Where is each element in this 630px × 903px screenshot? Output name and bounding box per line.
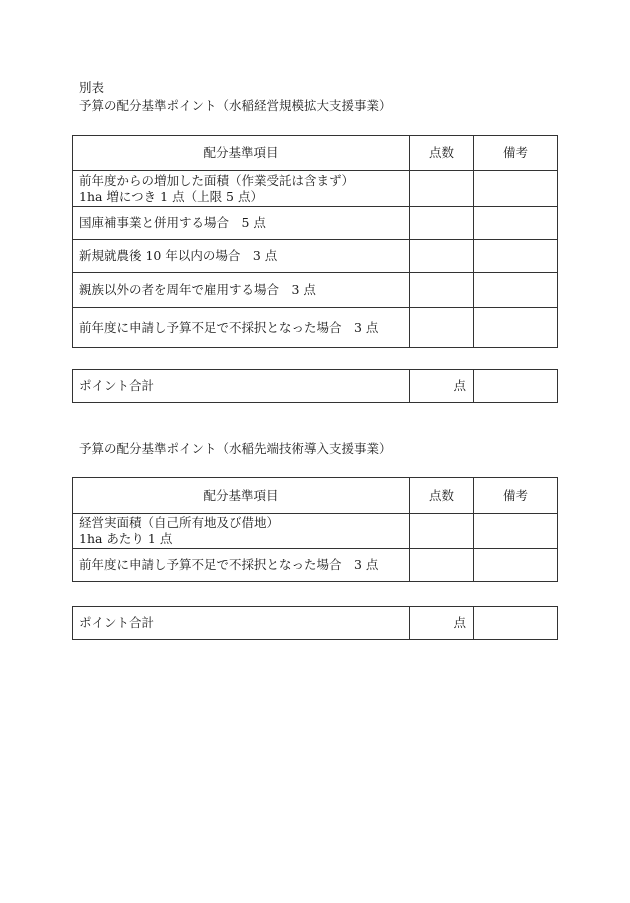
header-points: 点数 <box>410 136 474 171</box>
points-cell <box>410 171 474 207</box>
points-cell <box>410 273 474 308</box>
total-remarks-cell <box>474 370 558 403</box>
criteria-cell <box>73 171 410 207</box>
criteria-text: 経営実面積（自己所有地及び借地） <box>79 515 280 530</box>
points-cell <box>410 514 474 549</box>
criteria-text: 1ha あたり 1 点 <box>79 531 173 546</box>
remarks-cell <box>474 240 558 273</box>
total-row <box>73 607 558 640</box>
table-header-row <box>73 136 558 171</box>
criteria-table-technology <box>72 477 558 582</box>
table-row <box>73 273 558 308</box>
header-remarks: 備考 <box>474 478 558 514</box>
table-row <box>73 240 558 273</box>
remarks-cell <box>474 308 558 348</box>
total-remarks-cell <box>474 607 558 640</box>
total-label: ポイント合計 <box>73 370 410 403</box>
table-row <box>73 549 558 582</box>
total-unit: 点 <box>410 607 474 640</box>
table-row <box>73 171 558 207</box>
section-title-technology: 予算の配分基準ポイント（水稲先端技術導入支援事業） <box>79 441 392 456</box>
points-cell <box>410 549 474 582</box>
total-table-expansion <box>72 369 558 403</box>
total-row <box>73 370 558 403</box>
header-criteria: 配分基準項目 <box>73 478 410 514</box>
remarks-cell <box>474 549 558 582</box>
remarks-cell <box>474 171 558 207</box>
points-cell <box>410 240 474 273</box>
total-table-technology <box>72 606 558 640</box>
section-title-expansion: 予算の配分基準ポイント（水稲経営規模拡大支援事業） <box>79 98 392 113</box>
criteria-text: 1ha 増につき 1 点（上限 5 点） <box>79 188 263 204</box>
criteria-cell <box>73 308 410 348</box>
table-row <box>73 207 558 240</box>
header-criteria: 配分基準項目 <box>73 136 410 171</box>
criteria-cell <box>73 240 410 273</box>
criteria-text: 親族以外の者を周年で雇用する場合 3 点 <box>79 282 316 297</box>
criteria-cell <box>73 207 410 240</box>
remarks-cell <box>474 207 558 240</box>
criteria-text: 新規就農後 10 年以内の場合 3 点 <box>79 248 278 263</box>
criteria-cell <box>73 514 410 549</box>
table-row <box>73 308 558 348</box>
remarks-cell <box>474 514 558 549</box>
criteria-cell <box>73 273 410 308</box>
header-remarks: 備考 <box>474 136 558 171</box>
appendix-label: 別表 <box>79 80 105 95</box>
criteria-text: 前年度に申請し予算不足で不採択となった場合 3 点 <box>79 319 379 335</box>
total-label: ポイント合計 <box>73 607 410 640</box>
remarks-cell <box>474 273 558 308</box>
criteria-cell <box>73 549 410 582</box>
table-row <box>73 514 558 549</box>
criteria-table-expansion <box>72 135 558 348</box>
points-cell <box>410 308 474 348</box>
points-cell <box>410 207 474 240</box>
total-unit: 点 <box>410 370 474 403</box>
criteria-text: 前年度に申請し予算不足で不採択となった場合 3 点 <box>79 557 379 572</box>
header-points: 点数 <box>410 478 474 514</box>
criteria-text: 国庫補事業と併用する場合 5 点 <box>79 215 266 230</box>
table-header-row <box>73 478 558 514</box>
criteria-text: 前年度からの増加した面積（作業受託は含まず） <box>79 172 355 188</box>
